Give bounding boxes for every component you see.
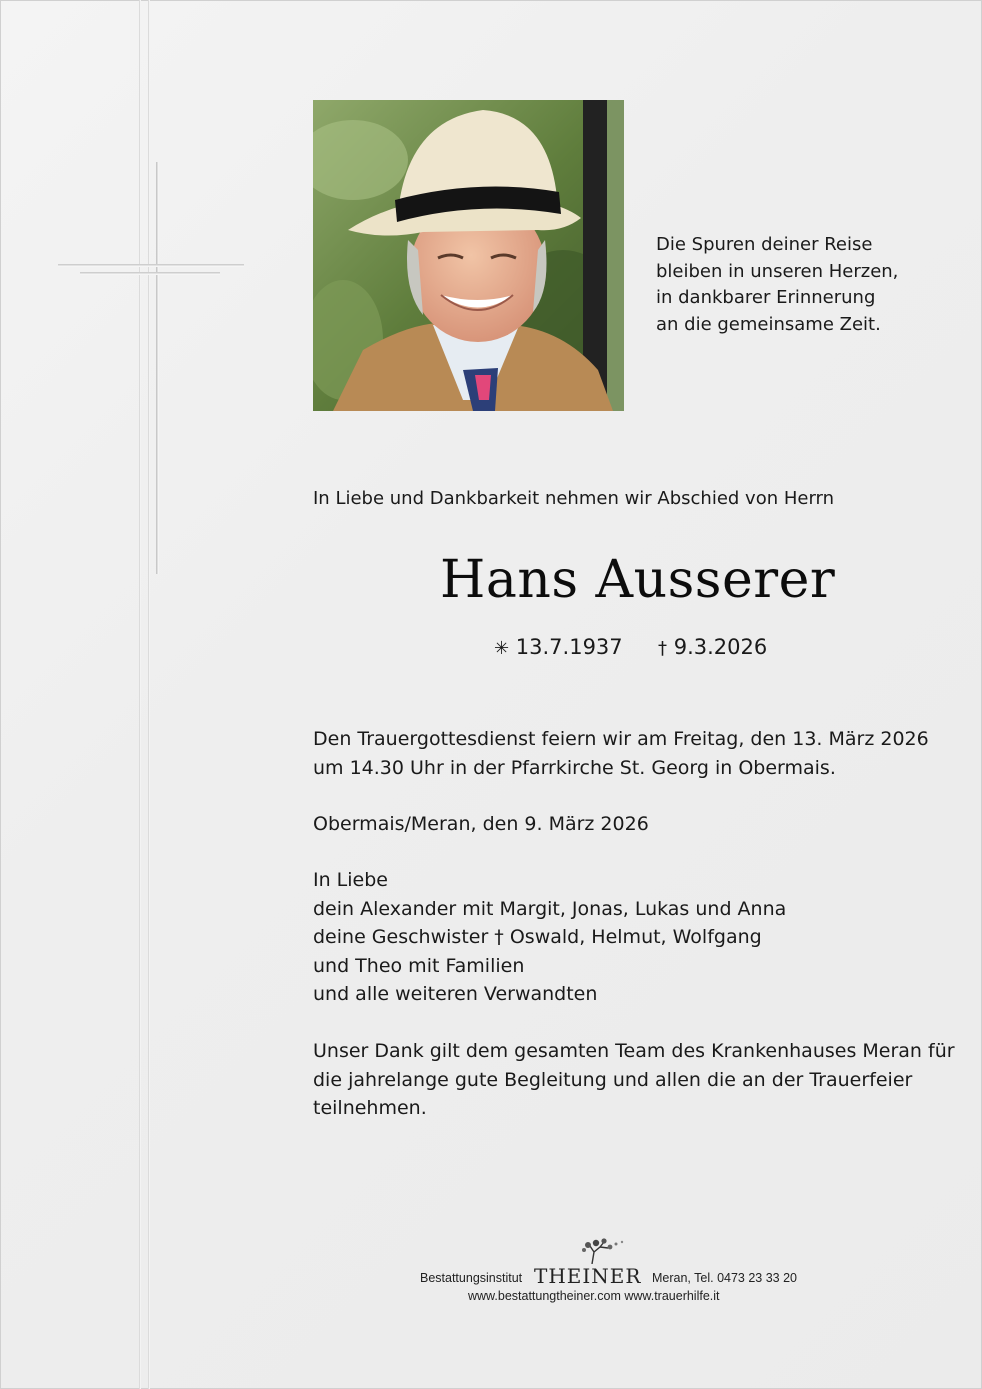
cross-horizontal-bar-upper xyxy=(58,264,244,267)
poem-line: an die gemeinsame Zeit. xyxy=(656,313,881,335)
service-line: um 14.30 Uhr in der Pfarrkirche St. Georg in Obermais. xyxy=(313,756,836,779)
portrait-illustration xyxy=(313,100,624,411)
tree-logo-icon xyxy=(570,1238,630,1264)
thanks-line: teilnehmen. xyxy=(313,1097,427,1119)
life-dates xyxy=(494,635,767,659)
birth-date: 13.7.1937 xyxy=(515,635,623,659)
decorative-line-left xyxy=(139,0,141,1389)
mourners-line: deine Geschwister † Oswald, Helmut, Wolfgang xyxy=(313,926,762,948)
birth-star-icon: ✳ xyxy=(494,638,510,659)
institute-label: Bestattungsinstitut xyxy=(420,1271,523,1285)
cross-vertical-bar xyxy=(156,162,159,574)
death-date: 9.3.2026 xyxy=(673,635,768,659)
mourners-line: In Liebe xyxy=(313,869,388,891)
memorial-poem xyxy=(656,232,956,338)
brand-name: THEINER xyxy=(534,1264,642,1288)
decorative-line-right xyxy=(148,0,150,1389)
cross-horizontal-bar-lower xyxy=(80,272,220,275)
poem-line: Die Spuren deiner Reise xyxy=(656,234,873,255)
mourners-line: und alle weiteren Verwandten xyxy=(313,983,598,1005)
funeral-home-footer xyxy=(420,1262,810,1303)
place-and-date: Obermais/Meran, den 9. März 2026 xyxy=(313,813,649,835)
funeral-service-info xyxy=(313,725,929,782)
farewell-intro: In Liebe und Dankbarkeit nehmen wir Abschied von Herrn xyxy=(313,488,835,509)
thanks-line: die jahrelange gute Begleitung und allen die an der Trauerfeier xyxy=(313,1068,913,1091)
contact-info: Meran, Tel. 0473 23 33 20 xyxy=(652,1271,798,1285)
mourners-line: dein Alexander mit Margit, Jonas, Lukas und Anna xyxy=(313,897,787,920)
mourners-list xyxy=(313,866,786,1009)
website-links[interactable]: www.bestattungtheiner.com www.trauerhilfe.it xyxy=(468,1289,720,1303)
poem-line: bleiben in unseren Herzen, xyxy=(656,260,899,282)
mourners-line: und Theo mit Familien xyxy=(313,954,525,977)
portrait-photo xyxy=(313,100,624,411)
death-cross-icon: † xyxy=(658,638,668,659)
thanks-line: Unser Dank gilt dem gesamten Team des Krankenhauses Meran für xyxy=(313,1040,955,1062)
poem-line: in dankbarer Erinnerung xyxy=(656,287,876,308)
deceased-name: Hans Ausserer xyxy=(440,550,836,610)
service-line: Den Trauergottesdienst feiern wir am Freitag, den 13. März 2026 xyxy=(313,728,929,750)
thanks-note xyxy=(313,1037,955,1123)
